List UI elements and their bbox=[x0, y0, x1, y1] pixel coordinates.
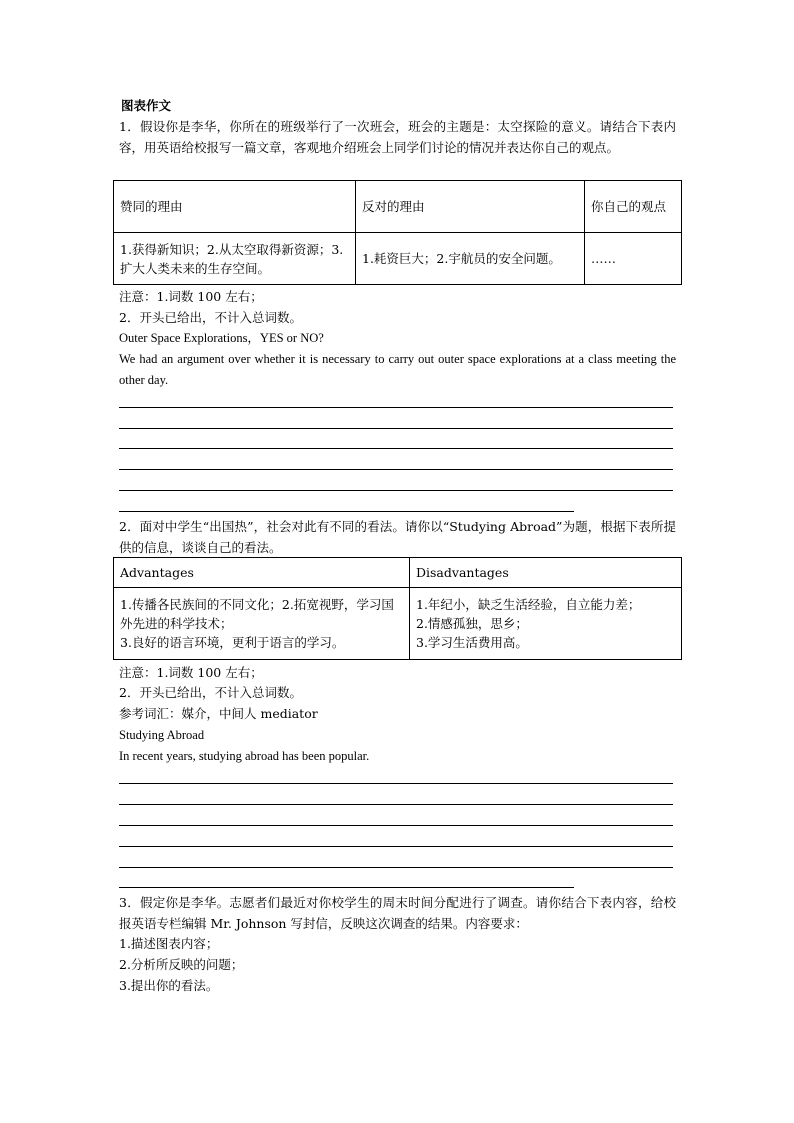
q1-answer-line-3 bbox=[119, 448, 673, 449]
q2-essay-title: Studying Abroad bbox=[119, 728, 205, 742]
q1-note-1: 注意：1.词数 100 左右； bbox=[119, 289, 263, 304]
q2-prompt: 2．面对中学生“出国热”，社会对此有不同的看法。请你以“Studying Abroad”为题，根据下表所提供的信息，谈谈自己的看法。 bbox=[119, 519, 676, 555]
q1-essay-opening: We had an argument over whether it is necessary to carry out outer space explorations at a class meeting the other day. bbox=[119, 352, 676, 387]
q2-cell-advantages bbox=[114, 588, 410, 660]
q1-cell-own-view: …… bbox=[585, 233, 682, 285]
q1-header-own-view: 你自己的观点 bbox=[585, 181, 682, 233]
q1-table bbox=[113, 180, 682, 285]
q2-dis-line-3: 3.学习生活费用高。 bbox=[416, 635, 528, 650]
q1-cell-for: 1.获得新知识；2.从太空取得新资源；3.扩大人类未来的生存空间。 bbox=[114, 233, 356, 285]
q2-header-advantages: Advantages bbox=[114, 558, 410, 588]
q2-answer-line-2 bbox=[119, 804, 673, 805]
q1-answer-line-6 bbox=[119, 511, 574, 512]
q2-answer-line-1 bbox=[119, 783, 673, 784]
q2-note-1: 注意：1.词数 100 左右； bbox=[119, 665, 263, 680]
q2-adv-line-1: 1.传播各民族间的不同文化；2.拓宽视野，学习国外先进的科学技术； bbox=[120, 597, 394, 631]
q3-requirement-3: 3.提出你的看法。 bbox=[119, 978, 219, 993]
q2-answer-line-5 bbox=[119, 867, 673, 868]
q3-requirement-1: 1.描述图表内容； bbox=[119, 936, 219, 951]
q1-answer-line-1 bbox=[119, 407, 673, 408]
q2-answer-line-6 bbox=[119, 887, 574, 888]
q1-cell-against: 1.耗资巨大；2.宇航员的安全问题。 bbox=[356, 233, 585, 285]
q1-header-for: 赞同的理由 bbox=[114, 181, 356, 233]
q3-prompt: 3．假定你是李华。志愿者们最近对你校学生的周末时间分配进行了调查。请你结合下表内容，给校报英语专栏编辑 Mr. Johnson 写封信，反映这次调查的结果。内容要求： bbox=[119, 895, 676, 931]
q1-answer-line-4 bbox=[119, 469, 673, 470]
q2-vocab: 参考词汇：媒介，中间人 mediator bbox=[119, 706, 318, 721]
q1-header-against: 反对的理由 bbox=[356, 181, 585, 233]
q1-prompt: 1．假设你是李华，你所在的班级举行了一次班会，班会的主题是：太空探险的意义。请结合下表内容，用英语给校报写一篇文章，客观地介绍班会上同学们讨论的情况并表达你自己的观点。 bbox=[119, 119, 676, 155]
q2-dis-line-1: 1.年纪小，缺乏生活经验，自立能力差； bbox=[416, 597, 641, 612]
q2-essay-opening: In recent years, studying abroad has been popular. bbox=[119, 749, 370, 763]
section-heading: 图表作文 bbox=[121, 98, 172, 113]
q1-answer-line-2 bbox=[119, 428, 673, 429]
q1-answer-line-5 bbox=[119, 490, 673, 491]
q1-essay-title: Outer Space Explorations，YES or NO? bbox=[119, 331, 324, 345]
q2-adv-line-2: 3.良好的语言环境，更利于语言的学习。 bbox=[120, 635, 345, 650]
q2-dis-line-2: 2.情感孤独，思乡； bbox=[416, 616, 528, 631]
q2-header-disadvantages: Disadvantages bbox=[410, 558, 682, 588]
q2-answer-line-3 bbox=[119, 825, 673, 826]
q2-note-2: 2．开头已给出，不计入总词数。 bbox=[119, 685, 302, 700]
q1-note-2: 2．开头已给出，不计入总词数。 bbox=[119, 310, 302, 325]
q2-cell-disadvantages bbox=[410, 588, 682, 660]
q2-table bbox=[113, 557, 682, 660]
q2-answer-line-4 bbox=[119, 846, 673, 847]
q3-requirement-2: 2.分析所反映的问题； bbox=[119, 957, 244, 972]
